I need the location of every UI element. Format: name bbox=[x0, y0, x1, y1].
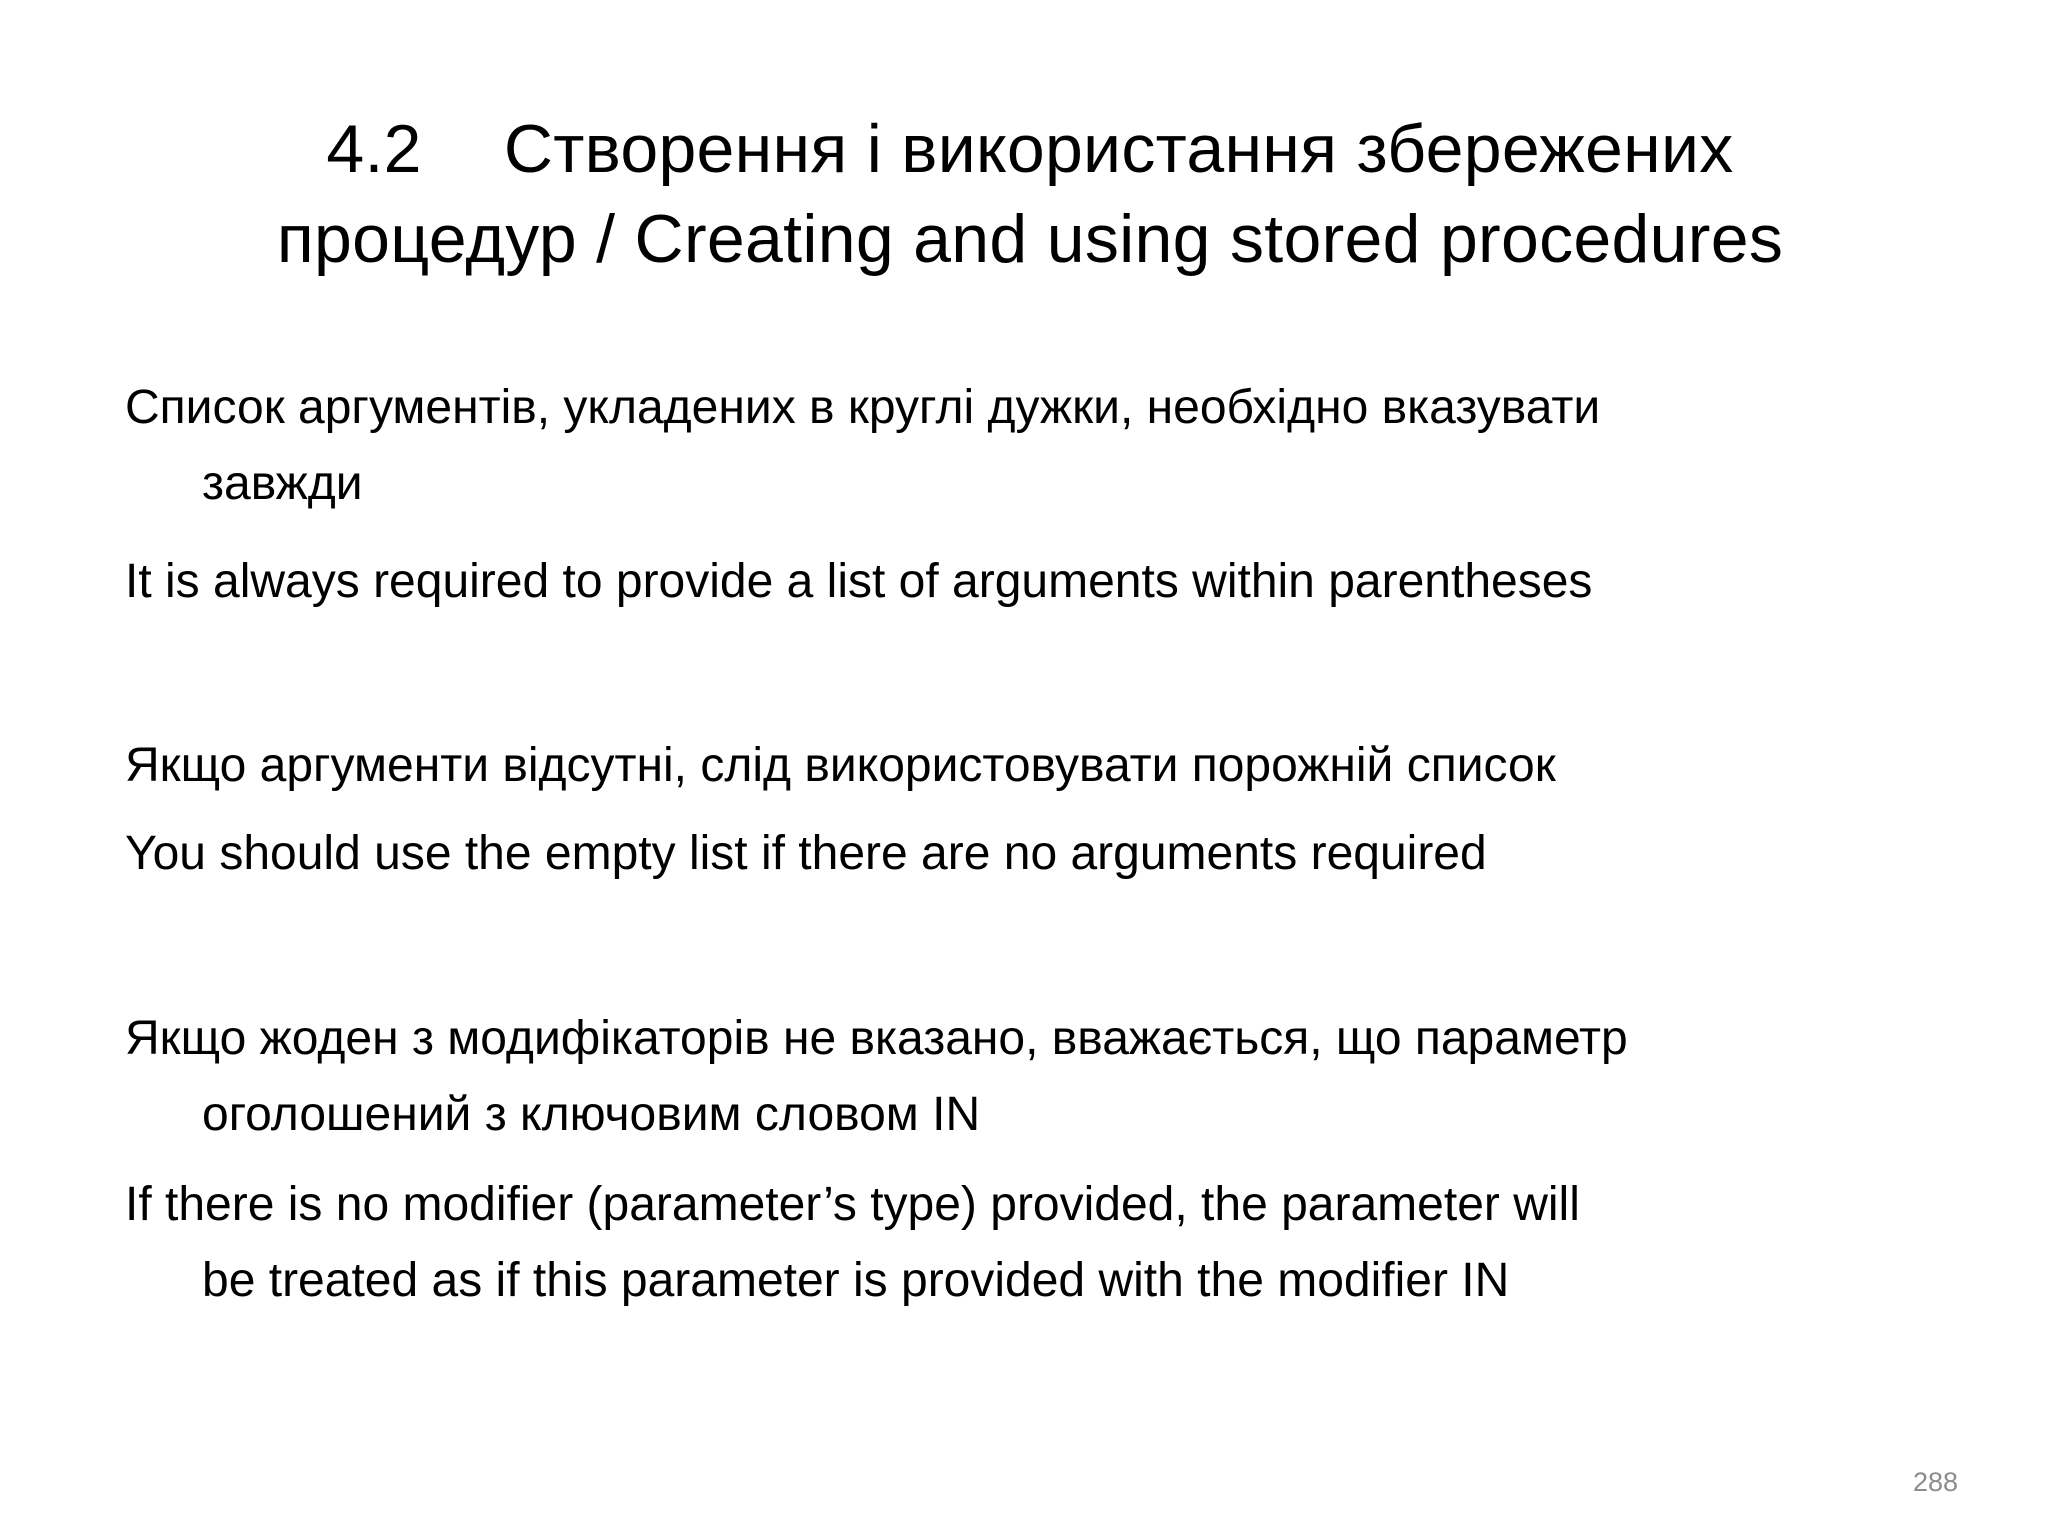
paragraph-2-line-1: It is always required to provide a list of arguments within parentheses bbox=[125, 555, 1593, 608]
paragraph-1 bbox=[125, 370, 1600, 522]
paragraph-2 bbox=[125, 544, 1592, 620]
paragraph-5-line-2: оголошений з ключовим словом IN bbox=[202, 1088, 981, 1141]
paragraph-4 bbox=[125, 816, 1487, 892]
title-text-1: Створення і використання збережених bbox=[503, 111, 1734, 187]
paragraph-1-line-1: Список аргументів, укладених в круглі дужки, необхідно вказувати bbox=[125, 381, 1601, 434]
paragraph-6-line-1: If there is no modifier (parameter’s type) provided, the parameter will bbox=[125, 1178, 1580, 1231]
paragraph-6-line-2: be treated as if this parameter is provided with the modifier IN bbox=[202, 1254, 1510, 1307]
paragraph-5-line-1: Якщо жоден з модифікаторів не вказано, вважається, що параметр bbox=[125, 1012, 1628, 1065]
paragraph-5 bbox=[125, 1001, 1628, 1153]
paragraph-3 bbox=[125, 728, 1556, 804]
page-number: 288 bbox=[1912, 1467, 1958, 1497]
title-line-1 bbox=[150, 104, 1910, 194]
paragraph-3-line-1: Якщо аргументи відсутні, слід використовувати порожній список bbox=[125, 739, 1556, 792]
title-line-2: процедур / Creating and using stored procedures bbox=[276, 201, 1784, 277]
slide-title bbox=[150, 104, 1910, 284]
paragraph-4-line-1: You should use the empty list if there are no arguments required bbox=[125, 827, 1487, 880]
paragraph-1-line-2: завжди bbox=[202, 457, 363, 510]
section-number: 4.2 bbox=[326, 111, 422, 187]
paragraph-6 bbox=[125, 1167, 1580, 1319]
